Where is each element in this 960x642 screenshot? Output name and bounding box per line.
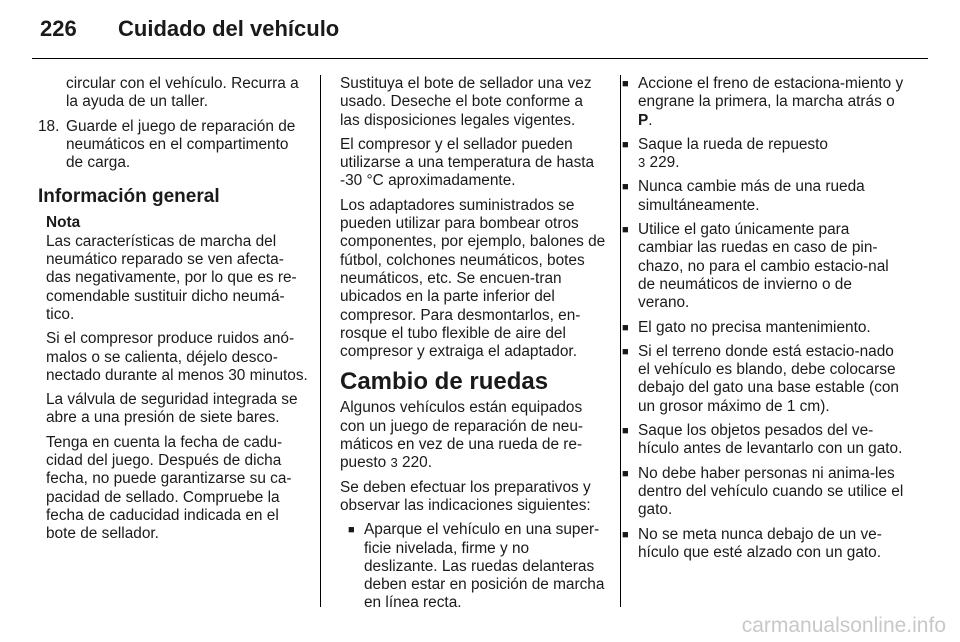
column-divider-1	[320, 75, 321, 607]
step-number: 18.	[38, 117, 60, 135]
page-header	[40, 16, 339, 52]
list-item	[348, 521, 606, 612]
step-18	[38, 118, 308, 173]
list-item-text: Si el terreno donde está estacio-nado el vehículo es blando, debe colocarse debajo del gato una base estable (con un grosor máximo de 1 cm).	[638, 342, 899, 415]
note-paragraph: La válvula de seguridad integrada se abre a una presión de siete bares.	[46, 391, 298, 427]
column-3	[622, 75, 904, 568]
page-number: 226	[40, 16, 77, 41]
note-paragraph: Tenga en cuenta la fecha de cadu-cidad del juego. Después de dicha fecha, no puede garantizarse su ca-pacidad de sellado. Compruebe la fecha de caducidad indicada en el bote de sellador.	[46, 433, 292, 543]
page-ref-icon: 3	[638, 155, 646, 171]
list-item-text: Aparque el vehículo en una super-ficie nivelada, firme y no deslizante. Las ruedas delanteras deben estar en posición de marcha en línea recta.	[364, 521, 605, 612]
watermark: carmanualsonline.info	[741, 614, 946, 637]
continued-text: circular con el vehículo. Recurra a la ayuda de un taller.	[66, 75, 299, 111]
bullet-icon: ■	[622, 345, 629, 358]
list-item	[622, 136, 904, 173]
bullet-icon: ■	[622, 138, 629, 151]
bullet-icon: ■	[622, 467, 629, 480]
list-item-text: No debe haber personas ni anima-les dentro del vehículo cuando se utilice el gato.	[638, 464, 904, 519]
bullet-icon: ■	[622, 321, 629, 334]
gear-p-label: P	[638, 111, 649, 129]
list-item-text: Accione el freno de estaciona-miento y engrane la primera, la marcha atrás o P.	[638, 75, 904, 129]
paragraph: Los adaptadores suministrados se pueden utilizar para bombear otros componentes, por ejemplo, balones de fútbol, colchones neumáticos, botes neumáticos, etc. Se encuen-tran ubicados en la parte inferior del compresor. Para desmontarlos, en-rosque el tubo flexible de aire del compresor y extraiga el adaptador.	[340, 196, 606, 361]
list-item	[622, 422, 904, 459]
list-item	[622, 75, 904, 130]
note-block	[38, 214, 308, 543]
list-item-text: Nunca cambie más de una rueda simultáneamente.	[638, 178, 865, 214]
intro-text: Algunos vehículos están equipados con un juego de reparación de neu-máticos en vez de una rueda de re-puesto	[340, 399, 584, 472]
column-divider-2	[620, 75, 621, 607]
bullet-icon: ■	[622, 425, 629, 438]
bullet-icon: ■	[622, 181, 629, 194]
list-item-text: Utilice el gato únicamente para cambiar las ruedas en caso de pin-chazo, no para el cambio estacio-nal de neumáticos de invierno o de verano.	[638, 221, 889, 312]
list-item	[622, 526, 904, 563]
column-1	[38, 75, 308, 550]
bullet-icon: ■	[622, 78, 629, 90]
bullet-icon: ■	[622, 528, 629, 541]
page-ref-link[interactable]: 220.	[402, 454, 432, 472]
bullet-icon: ■	[348, 524, 355, 537]
list-item	[622, 343, 904, 416]
intro-paragraph	[340, 399, 606, 472]
list-item	[622, 178, 904, 215]
list-item	[622, 465, 904, 520]
list-item	[622, 319, 904, 337]
header-rule	[32, 58, 928, 59]
list-item-text: No se meta nunca debajo de un ve-hículo que esté alzado con un gato.	[638, 525, 882, 561]
bullet-list	[340, 521, 606, 612]
list-item-text: Saque la rueda de repuesto 3 229.	[638, 135, 828, 172]
page-ref-icon: 3	[390, 455, 398, 471]
step-text: Guarde el juego de reparación de neumáticos en el compartimento de carga.	[66, 117, 296, 172]
note-paragraph: Las características de marcha del neumático reparado se ven afecta-das negativamente, por lo que es re-comendable sustituir dicho neumá-tico.	[46, 232, 297, 323]
note-label: Nota	[46, 214, 81, 232]
paragraph: Se deben efectuar los preparativos y observar las indicaciones siguientes:	[340, 478, 591, 514]
section-title-wheel-change: Cambio de ruedas	[340, 368, 549, 396]
paragraph: Sustituya el bote de sellador una vez usado. Deseche el bote conforme a las disposiciones legales vigentes.	[340, 75, 592, 129]
note-paragraph: Si el compresor produce ruidos anó-malos o se calienta, déjelo desco-nectado durante al menos 30 minutos.	[46, 330, 308, 384]
list-item	[622, 221, 904, 312]
page-ref-link[interactable]: 229.	[649, 154, 680, 172]
column-2	[340, 75, 606, 619]
chapter-title: Cuidado del vehículo	[118, 16, 340, 41]
section-title-general-info: Información general	[38, 186, 220, 208]
list-item-text: El gato no precisa mantenimiento.	[638, 318, 871, 336]
paragraph: El compresor y el sellador pueden utilizarse a una temperatura de hasta -30 °C aproximadamente.	[340, 135, 595, 190]
list-item-text: Saque los objetos pesados del ve-hículo antes de levantarlo con un gato.	[638, 422, 903, 458]
bullet-icon: ■	[622, 224, 629, 237]
